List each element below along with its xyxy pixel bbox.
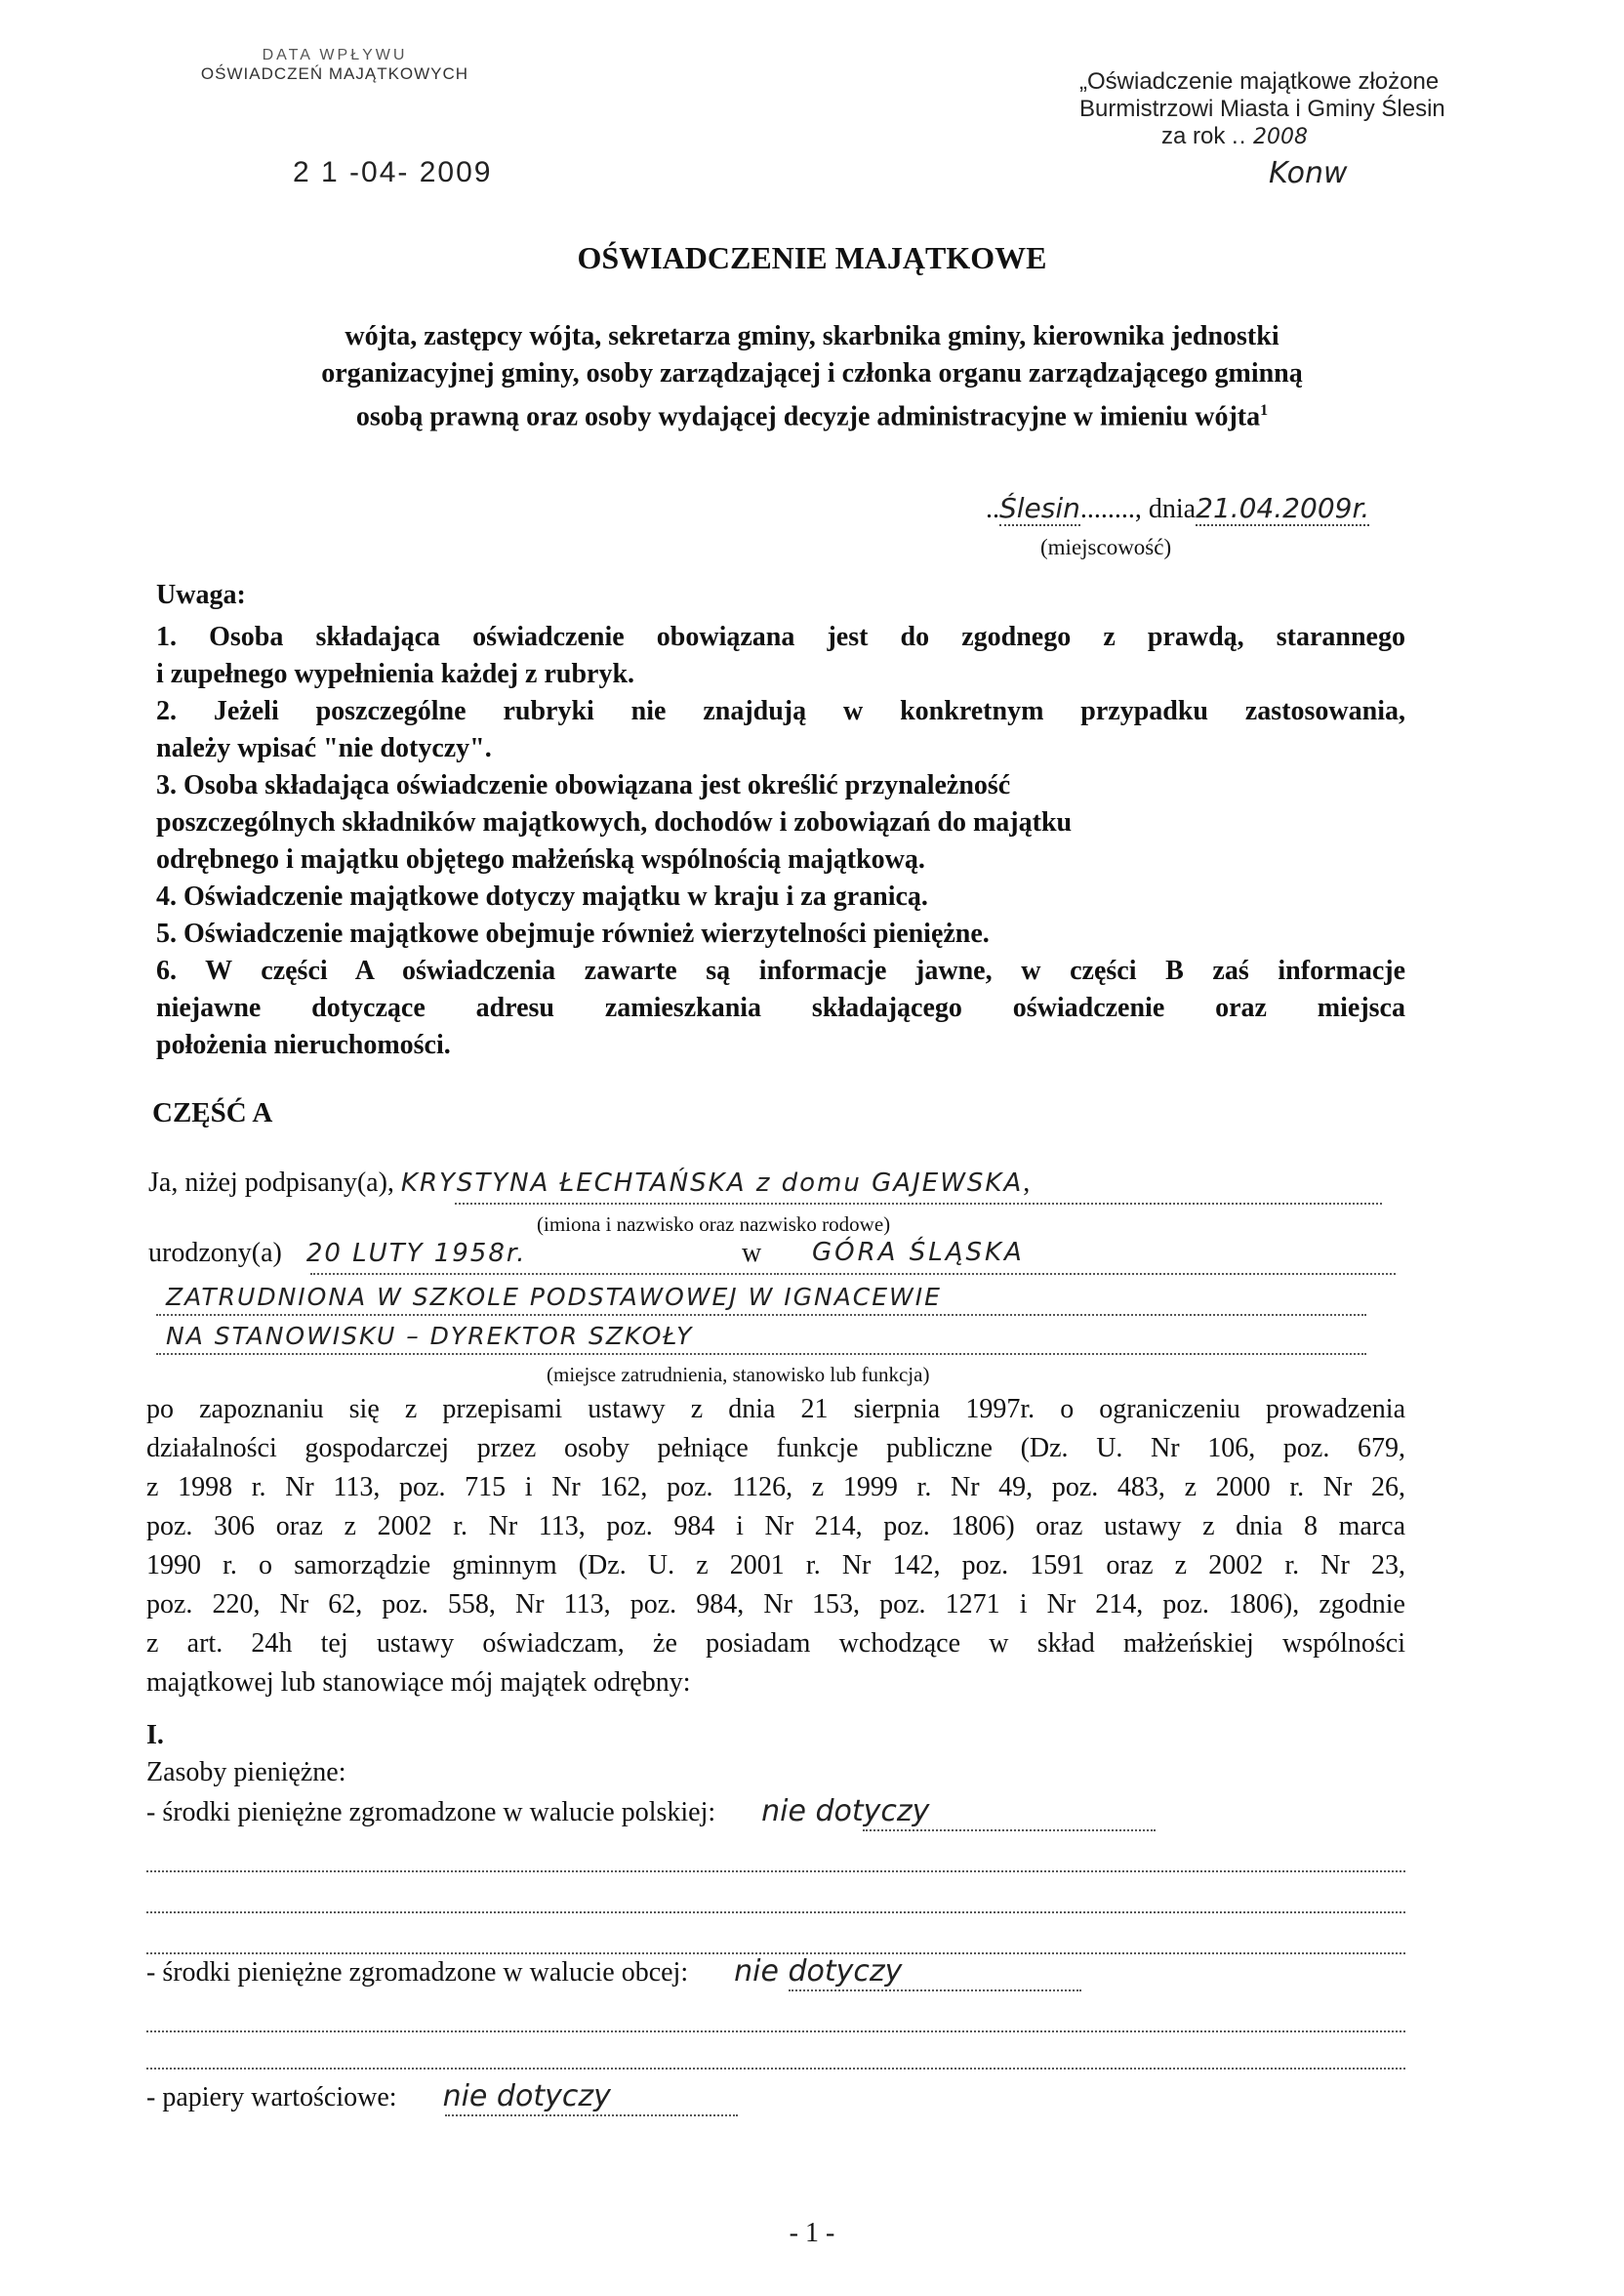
note-line: 4. Oświadczenie majątkowe dotyczy majątku w kraju i za granicą.: [156, 882, 928, 912]
year-prefix: za rok: [1161, 123, 1226, 149]
born-place: GÓRA ŚLĄSKA: [812, 1238, 1025, 1267]
foreign-row: [146, 1954, 902, 1988]
foreign-dots-2: [146, 2030, 1405, 2032]
pln-value: nie dotyczy: [761, 1794, 930, 1828]
subtitle-line-3: osobą prawną oraz osoby wydającej decyzje administracyjne w imieniu wójta: [355, 401, 1261, 432]
dnia-label: , dnia: [1134, 494, 1197, 524]
foreign-dots-3: [146, 2068, 1405, 2070]
declarant-name-row: Ja, niżej podpisany(a), KRYSTYNA ŁECHTAŃSKA z domu GAJEWSKA,: [148, 1168, 1031, 1198]
securities-dots: [445, 2114, 738, 2116]
header-note-line-2: Burmistrzowi Miasta i Gminy Ślesin: [1079, 96, 1445, 122]
note-line: należy wpisać "nie dotyczy".: [156, 733, 492, 763]
note-line: 6. W części A oświadczenia zawarte są informacje jawne, w części B zaś informacje: [156, 956, 1405, 986]
place-caption: (miejscowość): [1040, 535, 1172, 559]
stamp-line-1: DATA WPŁYWU: [262, 47, 408, 63]
page-number: - 1 -: [789, 2218, 835, 2248]
note-line: 1. Osoba składająca oświadczenie obowiązana jest do zgodnego z prawdą, starannego: [156, 622, 1405, 652]
pln-label: - środki pieniężne zgromadzone w walucie polskiej:: [146, 1797, 716, 1827]
employment-line-2: NA STANOWISKU – DYREKTOR SZKOŁY: [166, 1322, 694, 1350]
part-a-heading: CZĘŚĆ A: [152, 1097, 273, 1128]
born-label: urodzony(a): [148, 1238, 282, 1268]
legal-line: majątkowej lub stanowiące mój majątek odrębny:: [146, 1667, 691, 1698]
subtitle-line-1: wójta, zastępcy wójta, sekretarza gminy, skarbnika gminy, kierownika jednostki: [345, 321, 1279, 351]
legal-text: [146, 1390, 1405, 1702]
legal-line: po zapoznaniu się z przepisami ustawy z dnia 21 sierpnia 1997r. o ograniczeniu prowadzenia: [146, 1394, 1405, 1424]
note-line: 5. Oświadczenie majątkowe obejmuje również wierzytelności pieniężne.: [156, 919, 990, 949]
place-date-row: ..Ślesin........, dnia21.04.2009r.: [986, 492, 1370, 524]
pln-dots: [863, 1829, 1156, 1831]
employment-dots-1: [156, 1314, 1366, 1316]
note-line: położenia nieruchomości.: [156, 1030, 451, 1060]
born-row: [148, 1238, 1417, 1269]
date-value: 21.04.2009r.: [1196, 492, 1370, 524]
note-line: 3. Osoba składająca oświadczenie obowiązana jest określić przynależność: [156, 770, 1011, 800]
securities-value: nie dotyczy: [442, 2079, 611, 2113]
born-date: 20 LUTY 1958r.: [305, 1239, 527, 1268]
receipt-stamp: [125, 47, 545, 84]
legal-line: działalności gospodarczej przez osoby pełniące funkcje publiczne (Dz. U. Nr 106, poz. 679,: [146, 1433, 1405, 1463]
foreign-dots: [789, 1989, 1081, 1991]
year-value: 2008: [1253, 125, 1309, 149]
securities-row: [146, 2079, 611, 2113]
born-place-dots: [781, 1273, 1396, 1275]
ja-label: Ja, niżej podpisany(a),: [148, 1168, 394, 1198]
legal-line: z art. 24h tej ustawy oświadczam, że posiadam wchodzące w skład małżeńskiej wspólności: [146, 1628, 1405, 1659]
declarant-name: KRYSTYNA ŁECHTAŃSKA z domu GAJEWSKA: [400, 1168, 1024, 1198]
note-line: i zupełnego wypełnienia każdej z rubryk.: [156, 659, 635, 689]
document-title: OŚWIADCZENIE MAJĄTKOWE: [577, 240, 1047, 275]
uwaga-label: Uwaga:: [156, 580, 246, 610]
born-date-dots: [310, 1273, 779, 1275]
legal-line: z 1998 r. Nr 113, poz. 715 i Nr 162, poz. 1126, z 1999 r. Nr 49, poz. 483, z 2000 r. Nr 26,: [146, 1472, 1405, 1502]
pln-row: [146, 1794, 929, 1828]
handwritten-initial: Konw: [1269, 156, 1348, 190]
pln-dots-3: [146, 1911, 1405, 1913]
header-note-line-1: „Oświadczenie majątkowe złożone: [1079, 68, 1440, 95]
legal-line: 1990 r. o samorządzie gminnym (Dz. U. z 2001 r. Nr 142, poz. 1591 oraz z 2002 r. Nr 23,: [146, 1550, 1405, 1580]
legal-line: poz. 306 oraz z 2002 r. Nr 113, poz. 984 i Nr 214, poz. 1806) oraz ustawy z dnia 8 marca: [146, 1511, 1405, 1541]
stamp-date: 2 1 -04- 2009: [293, 156, 493, 188]
place-value: Ślesin: [999, 492, 1080, 524]
name-caption: (imiona i nazwisko oraz nazwisko rodowe): [537, 1212, 891, 1236]
section-i-label: Zasoby pieniężne:: [146, 1757, 346, 1787]
stamp-line-2: OŚWIADCZEŃ MAJĄTKOWYCH: [200, 64, 469, 83]
note-line: 2. Jeżeli poszczególne rubryki nie znajdują w konkretnym przypadku zastosowania,: [156, 696, 1405, 726]
header-note-line-3: za rok .. 2008: [1161, 123, 1309, 149]
employment-caption: (miejsce zatrudnienia, stanowisko lub funkcja): [547, 1363, 930, 1386]
w-label: w: [742, 1238, 762, 1268]
foreign-value: nie dotyczy: [734, 1954, 903, 1988]
employment-dots-2: [156, 1353, 1366, 1355]
document-subtitle: [176, 318, 1448, 435]
pln-dots-2: [146, 1870, 1405, 1872]
employment-line-1: ZATRUDNIONA W SZKOLE PODSTAWOWEJ W IGNACEWIE: [166, 1283, 942, 1311]
subtitle-line-2: organizacyjnej gminy, osoby zarządzającej i członka organu zarządzającego gminną: [321, 358, 1303, 389]
legal-line: poz. 220, Nr 62, poz. 558, Nr 113, poz. 984, Nr 153, poz. 1271 i Nr 214, poz. 1806), zgodnie: [146, 1589, 1405, 1620]
name-dots: [455, 1203, 1382, 1205]
securities-label: - papiery wartościowe:: [146, 2082, 397, 2112]
subtitle-line-3-wrap: [176, 392, 1448, 435]
section-i-heading: I.: [146, 1720, 164, 1750]
subtitle-footnote-ref: 1: [1260, 402, 1269, 419]
header-note: [1079, 68, 1470, 151]
notes-block: [156, 619, 1405, 1064]
note-line: poszczególnych składników majątkowych, dochodów i zobowiązań do majątku: [156, 807, 1073, 838]
note-line: odrębnego i majątku objętego małżeńską wspólnością majątkową.: [156, 844, 925, 875]
note-line: niejawne dotyczące adresu zamieszkania składającego oświadczenie oraz miejsca: [156, 993, 1405, 1023]
foreign-label: - środki pieniężne zgromadzone w walucie obcej:: [146, 1957, 689, 1988]
